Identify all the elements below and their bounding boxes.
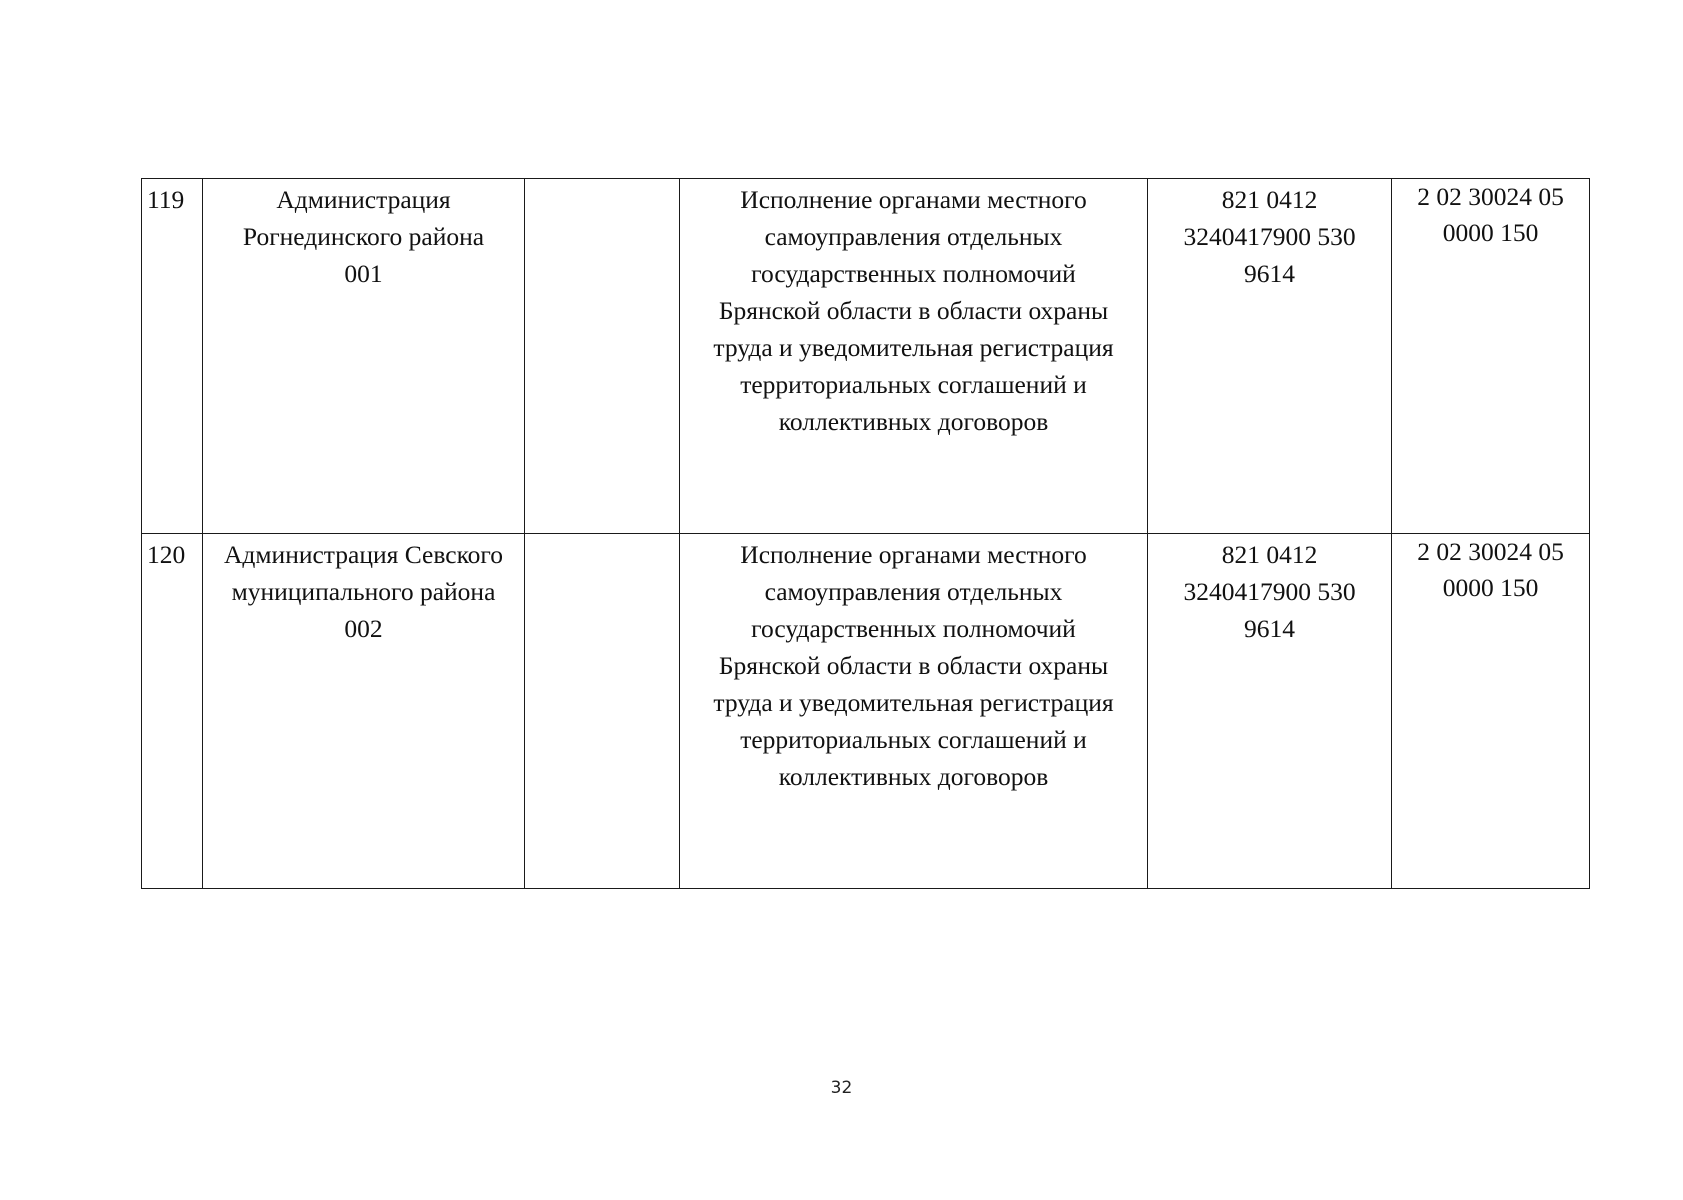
- administration-name-cell: Администрация Севского муниципального района 002: [203, 534, 525, 889]
- income-code-cell: 2 02 30024 05 0000 150: [1392, 179, 1590, 534]
- subsidy-table: [141, 178, 1590, 889]
- empty-cell: [525, 534, 680, 889]
- row-number-cell: 120: [142, 534, 203, 889]
- row-number-cell: 119: [142, 179, 203, 534]
- page-number: 32: [830, 1078, 853, 1098]
- budget-code-cell: 821 0412 3240417900 530 9614: [1148, 534, 1392, 889]
- administration-name-cell: Администрация Рогнединского района 001: [203, 179, 525, 534]
- purpose-cell: Исполнение органами местного самоуправления отдельных государственных полномочий Брянской области в области охраны труда и уведомительная регистрация территориальных соглашений и коллективных договоров: [680, 179, 1148, 534]
- table-row: [142, 179, 1590, 534]
- purpose-cell: Исполнение органами местного самоуправления отдельных государственных полномочий Брянской области в области охраны труда и уведомительная регистрация территориальных соглашений и коллективных договоров: [680, 534, 1148, 889]
- budget-code-cell: 821 0412 3240417900 530 9614: [1148, 179, 1392, 534]
- empty-cell: [525, 179, 680, 534]
- table-row: [142, 534, 1590, 889]
- income-code-cell: 2 02 30024 05 0000 150: [1392, 534, 1590, 889]
